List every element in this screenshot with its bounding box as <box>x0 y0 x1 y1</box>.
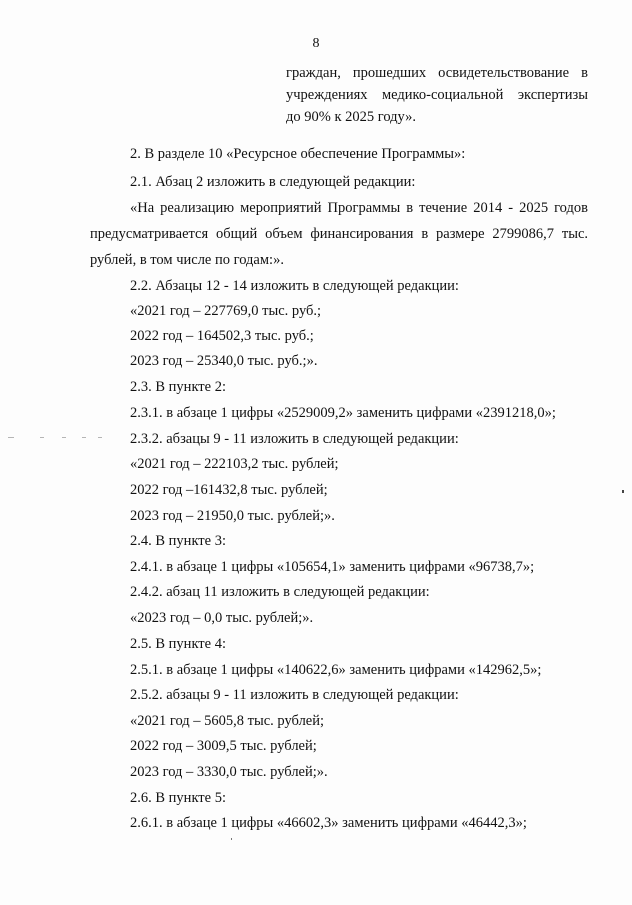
text-line: 2022 год – 164502,3 тыс. руб.; <box>130 328 314 344</box>
text-line: 2.3.1. в абзаце 1 цифры «2529009,2» заменить цифрами «2391218,0»; <box>130 405 556 421</box>
text-line: «2023 год – 0,0 тыс. рублей;». <box>130 610 314 626</box>
scan-artifact <box>40 437 44 438</box>
scan-artifact <box>8 437 14 438</box>
text-line: 2.2. Абзацы 12 - 14 изложить в следующей редакции: <box>130 278 459 294</box>
text-line: 2.5. В пункте 4: <box>130 636 226 652</box>
scan-artifact <box>98 437 102 438</box>
text-line: 2.6. В пункте 5: <box>130 790 226 806</box>
scan-artifact <box>231 838 232 840</box>
text-line: предусматривается общий объем финансирования в размере 2799086,7 тыс. <box>90 226 588 242</box>
scan-artifact <box>622 490 624 493</box>
text-line: 2.3.2. абзацы 9 - 11 изложить в следующей редакции: <box>130 431 459 447</box>
scan-artifact <box>62 437 66 438</box>
text-line: «2021 год – 222103,2 тыс. рублей; <box>130 456 339 472</box>
intro-line: граждан, прошедших освидетельствование в <box>286 65 588 81</box>
text-line: 2. В разделе 10 «Ресурсное обеспечение Программы»: <box>130 146 466 162</box>
text-line: 2.5.1. в абзаце 1 цифры «140622,6» заменить цифрами «142962,5»; <box>130 662 542 678</box>
text-line: «2021 год – 5605,8 тыс. рублей; <box>130 713 325 729</box>
text-line: 2023 год – 3330,0 тыс. рублей;». <box>130 764 328 780</box>
text-line: 2.4.1. в абзаце 1 цифры «105654,1» заменить цифрами «96738,7»; <box>130 559 535 575</box>
text-line: 2.5.2. абзацы 9 - 11 изложить в следующей редакции: <box>130 687 459 703</box>
text-line: «На реализацию мероприятий Программы в течение 2014 - 2025 годов <box>130 200 588 216</box>
text-line: рублей, в том числе по годам:». <box>90 252 284 268</box>
intro-line: учреждениях медико-социальной экспертизы <box>286 87 588 103</box>
scan-artifact <box>82 437 86 438</box>
text-line: 2.6.1. в абзаце 1 цифры «46602,3» заменить цифрами «46442,3»; <box>130 815 527 831</box>
text-line: 2.4. В пункте 3: <box>130 533 226 549</box>
text-line: 2.1. Абзац 2 изложить в следующей редакции: <box>130 174 416 190</box>
intro-paragraph <box>286 62 588 128</box>
page-number: 8 <box>312 36 320 51</box>
text-line: 2022 год –161432,8 тыс. рублей; <box>130 482 328 498</box>
text-line: 2023 год – 25340,0 тыс. руб.;». <box>130 353 318 369</box>
text-line: «2021 год – 227769,0 тыс. руб.; <box>130 303 322 319</box>
text-line: 2.3. В пункте 2: <box>130 379 226 395</box>
text-line: 2.4.2. абзац 11 изложить в следующей редакции: <box>130 584 430 600</box>
intro-line: до 90% к 2025 году». <box>286 109 417 125</box>
text-line: 2023 год – 21950,0 тыс. рублей;». <box>130 508 335 524</box>
text-line: 2022 год – 3009,5 тыс. рублей; <box>130 738 317 754</box>
